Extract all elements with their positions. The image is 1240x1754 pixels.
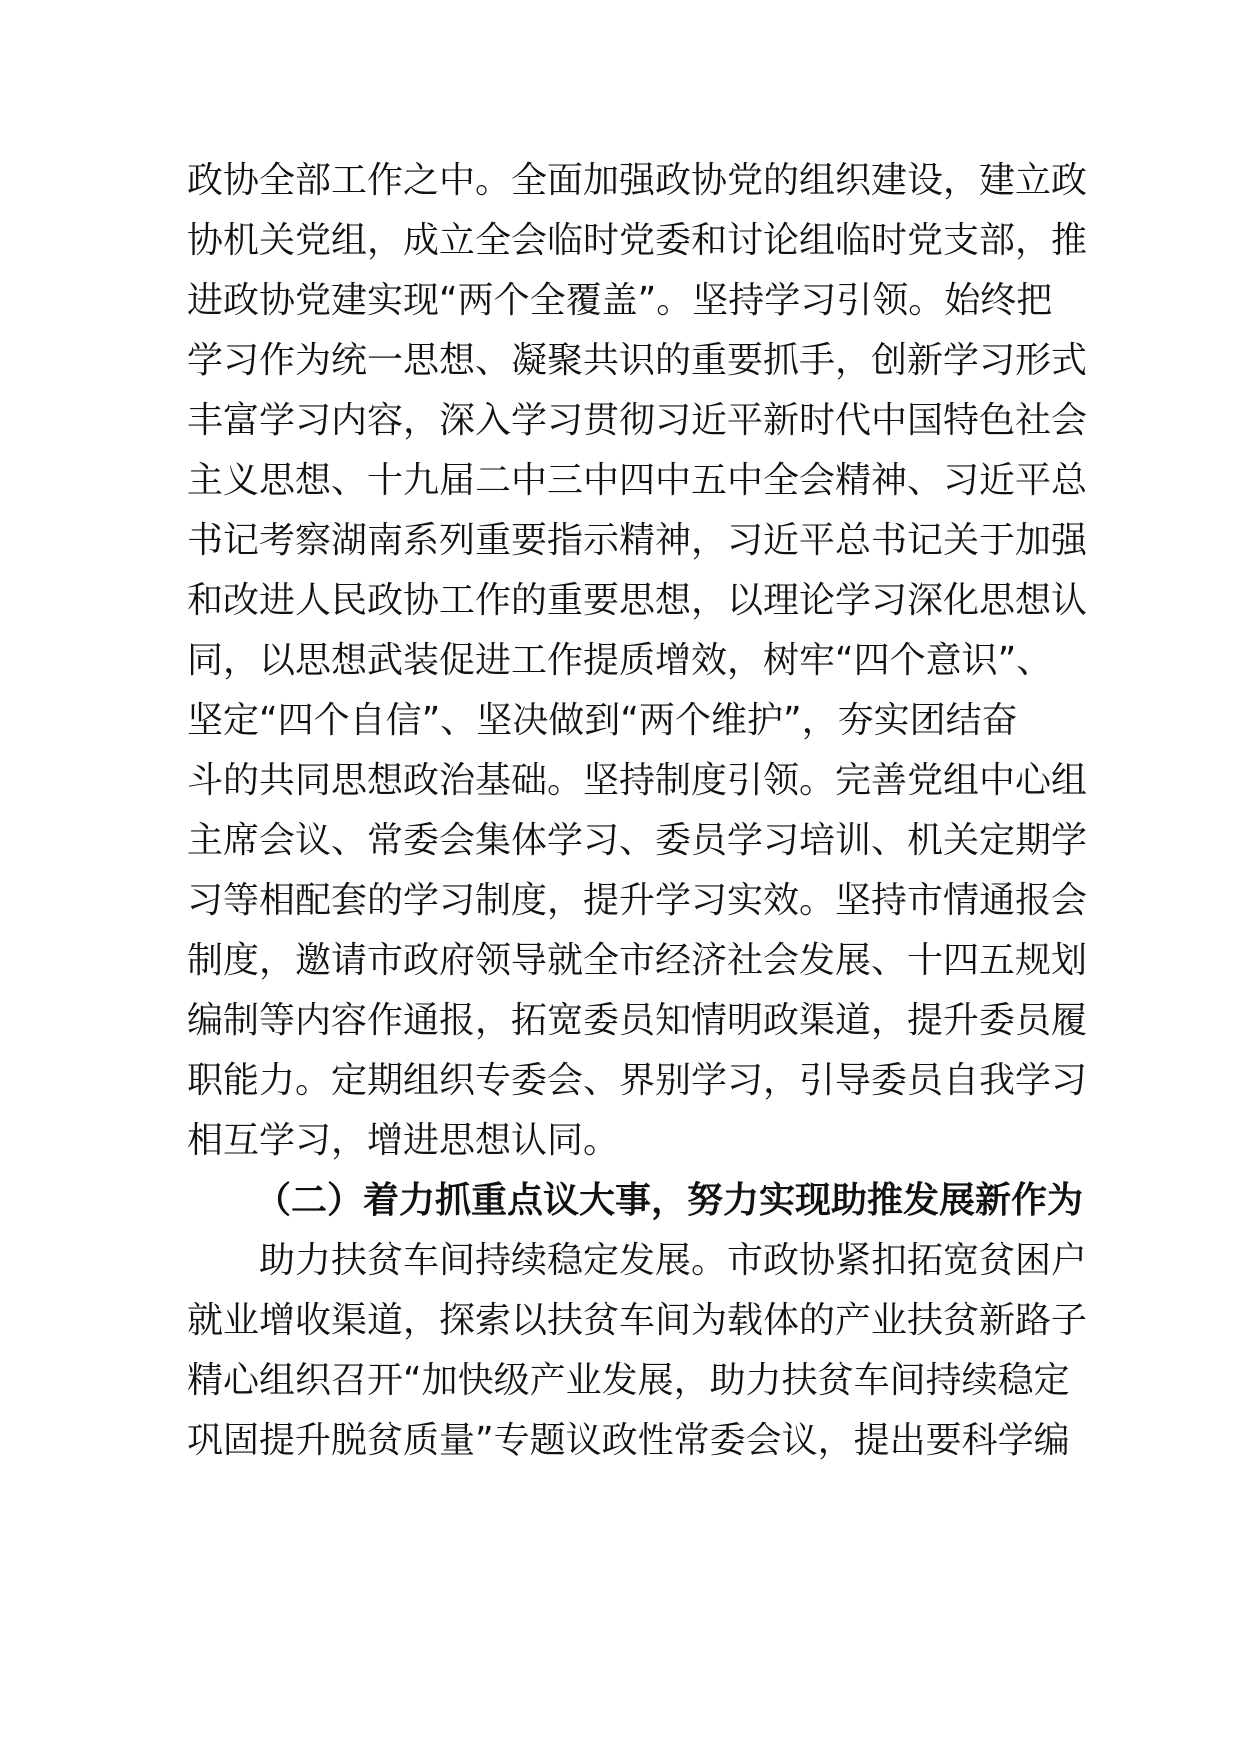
paragraph-line: 精心组织召开“加快级产业发展，助力扶贫车间持续稳定 [187,1360,1070,1401]
paragraph-line: 制度，邀请市政府领导就全市经济社会发展、十四五规划 [187,940,1088,981]
paragraph-line: 协机关党组，成立全会临时党委和讨论组临时党支部，推 [187,220,1088,261]
paragraph-line: 和改进人民政协工作的重要思想，以理论学习深化思想认 [187,580,1088,621]
paragraph-line: 巩固提升脱贫质量”专题议政性常委会议，提出要科学编 [187,1420,1070,1461]
paragraph-line: 主席会议、常委会集体学习、委员学习培训、机关定期学 [187,820,1088,861]
paragraph-line: 习等相配套的学习制度，提升学习实效。坚持市情通报会 [187,880,1088,921]
section-heading: （二）着力抓重点议大事，努力实现助推发展新作为 [255,1180,1084,1221]
paragraph-line: 书记考察湖南系列重要指示精神，习近平总书记关于加强 [187,520,1088,561]
paragraph-line: 主义思想、十九届二中三中四中五中全会精神、习近平总 [187,460,1088,501]
paragraph-line: 相互学习，增进思想认同。 [187,1120,620,1161]
paragraph-line: 丰富学习内容，深入学习贯彻习近平新时代中国特色社会 [187,400,1088,441]
paragraph-line: 进政协党建实现“两个全覆盖”。坚持学习引领。始终把 [187,280,1053,321]
paragraph-line: 学习作为统一思想、凝聚共识的重要抓手，创新学习形式 [187,340,1088,381]
paragraph-line: 同，以思想武装促进工作提质增效，树牢“四个意识”、 [187,640,1053,681]
paragraph-line: 职能力。定期组织专委会、界别学习，引导委员自我学习 [187,1060,1088,1101]
paragraph-line: 就业增收渠道，探索以扶贫车间为载体的产业扶贫新路子 [187,1300,1088,1341]
paragraph-line: 助力扶贫车间持续稳定发展。市政协紧扣拓宽贫困户 [259,1240,1088,1281]
paragraph-line: 编制等内容作通报，拓宽委员知情明政渠道，提升委员履 [187,1000,1088,1041]
paragraph-line: 政协全部工作之中。全面加强政协党的组织建设，建立政 [187,160,1088,201]
paragraph-line: 斗的共同思想政治基础。坚持制度引领。完善党组中心组 [187,760,1088,801]
paragraph-line: 坚定“四个自信”、坚决做到“两个维护”，夯实团结奋 [187,700,1018,741]
